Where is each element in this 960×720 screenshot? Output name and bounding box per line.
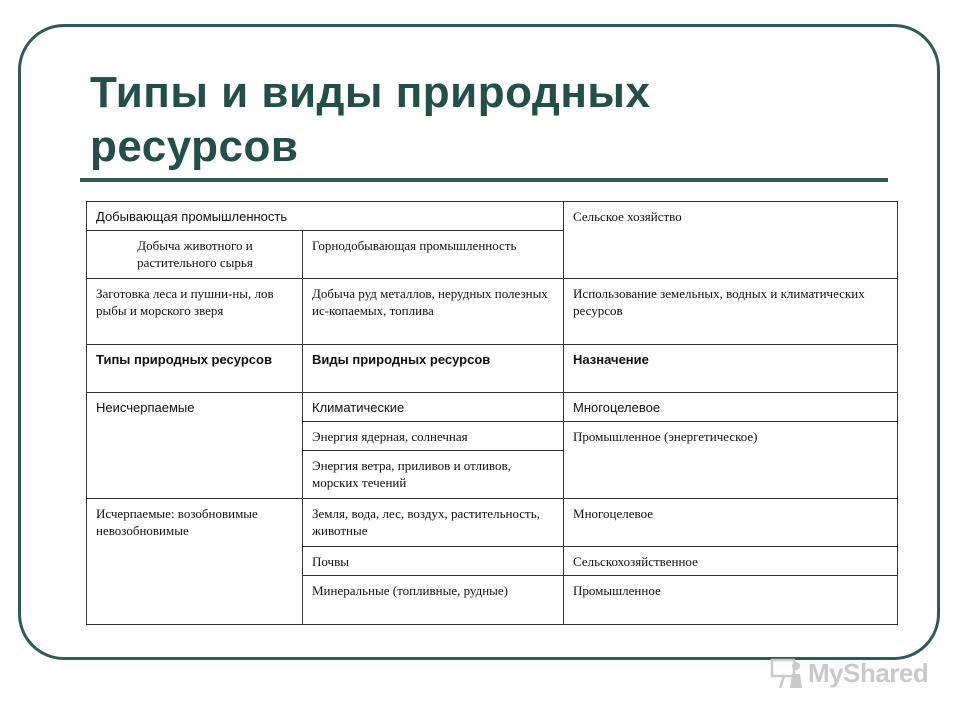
table-row [87, 279, 898, 345]
cell-exhaustible: Исчерпаемые: возобновимые невозобновимые [87, 499, 303, 625]
sub-header-mining: Горнодобывающая промышленность [303, 231, 564, 279]
cell-purpose: Многоцелевое [564, 393, 898, 422]
slide-title [90, 66, 870, 174]
cell-inexhaustible: Неисчерпаемые [87, 393, 303, 499]
cell-ore-mining: Добыча руд металлов, нерудных полезных ис-копаемых, топлива [303, 279, 564, 345]
sub-header-animal-plant: Добыча животного и растительного сырья [87, 231, 303, 279]
cell-kind: Почвы [303, 547, 564, 576]
cell-kind: Климатические [303, 393, 564, 422]
slide-title-line2: ресурсов [90, 122, 299, 171]
resources-table [86, 201, 898, 625]
watermark-text: MyShared [808, 658, 929, 688]
column-header-kinds: Виды природных ресурсов [303, 345, 564, 393]
header-agriculture: Сельское хозяйство [564, 202, 898, 279]
cell-purpose: Многоцелевое [564, 499, 898, 547]
cell-kind: Земля, вода, лес, воздух, растительность, животные [303, 499, 564, 547]
table-row [87, 393, 898, 422]
slide-title-line1: Типы и виды природных [90, 68, 651, 117]
teacher-icon [770, 656, 804, 690]
column-header-purpose: Назначение [564, 345, 898, 393]
cell-land-use: Использование земельных, водных и климатических ресурсов [564, 279, 898, 345]
header-extractive-industry: Добывающая промышленность [87, 202, 564, 231]
title-underline [80, 178, 888, 182]
table-row [87, 499, 898, 547]
table-row [87, 345, 898, 393]
cell-kind: Минеральные (топливные, рудные) [303, 576, 564, 625]
cell-kind: Энергия ветра, приливов и отливов, морских течений [303, 451, 564, 499]
cell-forestry-fishing: Заготовка леса и пушни-ны, лов рыбы и морского зверя [87, 279, 303, 345]
cell-purpose: Сельскохозяйственное [564, 547, 898, 576]
cell-kind: Энергия ядерная, солнечная [303, 422, 564, 451]
cell-purpose: Промышленное (энергетическое) [564, 422, 898, 499]
cell-purpose: Промышленное [564, 576, 898, 625]
column-header-types: Типы природных ресурсов [87, 345, 303, 393]
table-row [87, 202, 898, 231]
watermark [770, 656, 940, 692]
